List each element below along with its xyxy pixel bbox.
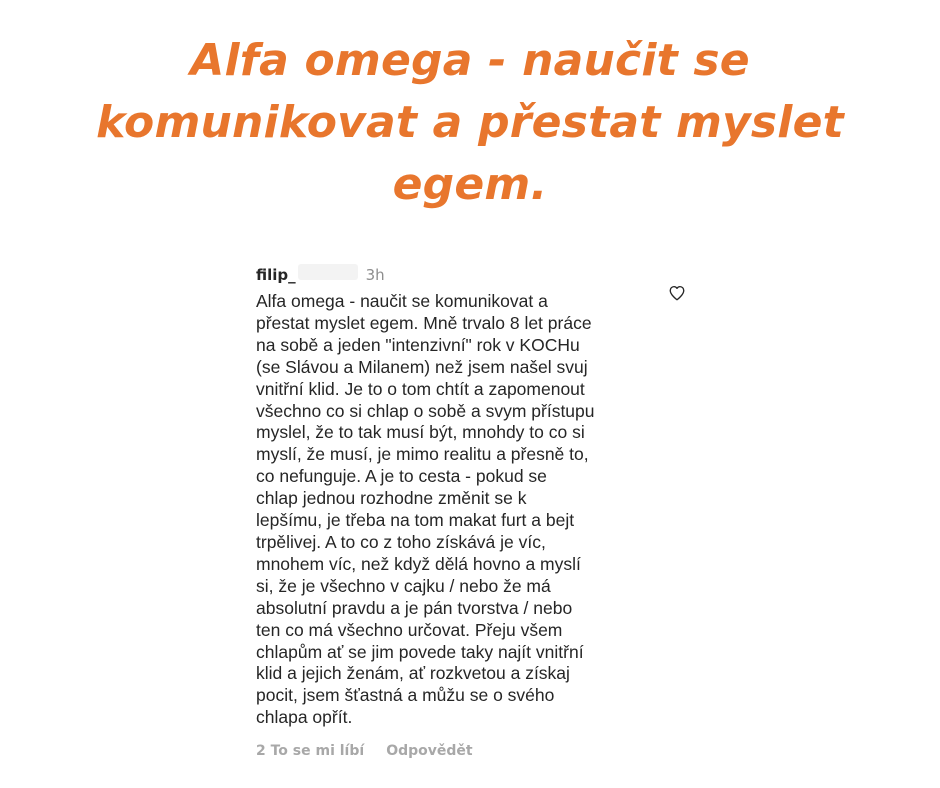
title-line: komunikovat a přestat myslet	[96, 97, 844, 148]
comment-text	[256, 291, 656, 729]
comment-actions	[256, 743, 696, 759]
comment	[256, 264, 696, 759]
comment-line: (se Slávou a Milanem) než jsem našel svuj	[256, 356, 588, 377]
comment-line: vnitřní klid. Je to o tom chtít a zapomenout	[256, 378, 585, 399]
comment-line: absolutní pravdu a je pán tvorstva / nebo	[256, 597, 573, 618]
comment-line: myslí, že musí, je mimo realitu a přesně to,	[256, 444, 589, 465]
title-line: egem.	[392, 159, 548, 210]
heart-icon[interactable]	[668, 284, 686, 302]
comment-line: chlap jednou rozhodne změnit se k	[256, 488, 527, 509]
comment-line: chlapům ať se jim povede taky najít vnitřní	[256, 641, 584, 662]
comment-line: všechno co si chlap o sobě a svym přístupu	[256, 400, 595, 421]
comment-line: lepšímu, je třeba na tom makat furt a bejt	[256, 510, 575, 531]
likes-count-button[interactable]: 2 To se mi líbí	[256, 743, 365, 760]
comment-line: myslel, že to tak musí být, mnohdy to co si	[256, 422, 585, 443]
comment-username[interactable]: filip_	[256, 266, 296, 284]
reply-button[interactable]: Odpovědět	[386, 743, 473, 760]
comment-line: na sobě a jeden "intenzivní" rok v KOCHu	[256, 334, 580, 355]
comment-timestamp[interactable]: 3h	[365, 266, 385, 284]
redacted-username-part	[298, 264, 358, 280]
comment-line: si, že je všechno v cajku / nebo že má	[256, 575, 551, 596]
comment-line: mnohem víc, než když dělá hovno a myslí	[256, 553, 581, 574]
comment-line: chlapa opřít.	[256, 707, 353, 728]
comment-line: trpělivej. A to co z toho získává je víc,	[256, 531, 546, 552]
comment-line: přestat myslet egem. Mně trvalo 8 let práce	[256, 312, 592, 333]
comment-line: Alfa omega - naučit se komunikovat a	[256, 291, 548, 311]
comment-line: klid a jejich ženám, ať rozkvetou a získaj	[256, 663, 570, 684]
title-line: Alfa omega - naučit se	[190, 35, 750, 86]
page-title	[40, 30, 900, 216]
comment-line: ten co má všechno určovat. Přeju všem	[256, 619, 563, 640]
comment-line: co nefunguje. A je to cesta - pokud se	[256, 466, 547, 487]
comment-line: pocit, jsem šťastná a můžu se o svého	[256, 685, 555, 706]
comment-header	[256, 264, 696, 285]
